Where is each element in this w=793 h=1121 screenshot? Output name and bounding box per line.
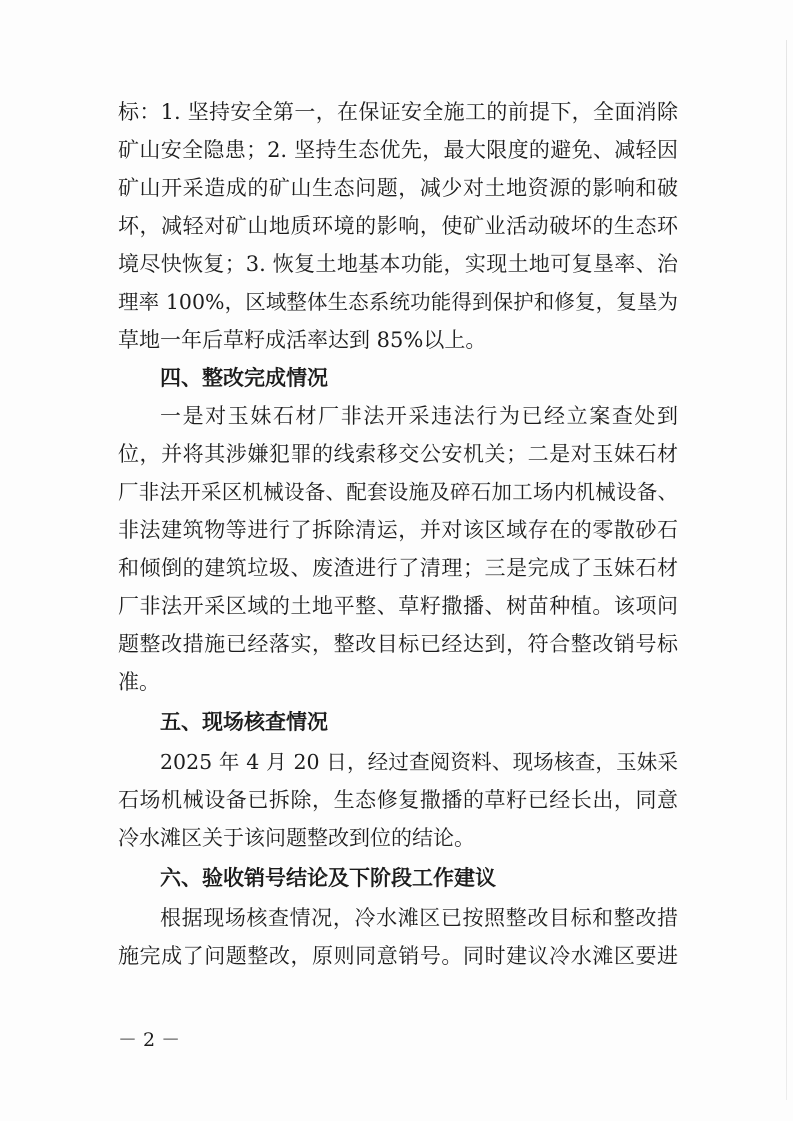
body-text-line: 石场机械设备已拆除，生态修复撒播的草籽已经长出，同意 [118,788,678,812]
body-text-line: 非法建筑物等进行了拆除清运，并对该区域存在的零散砂石 [118,518,678,542]
body-text-line: 矿山开采造成的矿山生态问题，减少对土地资源的影响和破 [118,176,678,200]
body-text-line: 和倾倒的建筑垃圾、废渣进行了清理；三是完成了玉妹石材 [118,556,678,580]
body-text-line: 标：1. 坚持安全第一，在保证安全施工的前提下，全面消除 [118,100,678,124]
section-heading-5: 五、现场核查情况 [160,710,328,734]
section-heading-4: 四、整改完成情况 [160,366,328,390]
body-text-line: 厂非法开采区机械设备、配套设施及碎石加工场内机械设备、 [118,480,678,504]
body-text-line: 冷水滩区关于该问题整改到位的结论。 [118,826,475,850]
body-text-line: 厂非法开采区域的土地平整、草籽撒播、树苗种植。该项问 [118,594,678,618]
body-text-line: 坏，减轻对矿山地质环境的影响，使矿业活动破坏的生态环 [118,214,678,238]
body-text-line: 题整改措施已经落实，整改目标已经达到，符合整改销号标 [118,632,678,656]
body-text-line: 2025 年 4 月 20 日，经过查阅资料、现场核查，玉妹采 [160,750,678,774]
body-text-line: 准。 [118,670,160,694]
body-text-line: 境尽快恢复；3. 恢复土地基本功能，实现土地可复垦率、治 [118,252,678,276]
body-text-line: 草地一年后草籽成活率达到 85%以上。 [118,328,487,352]
body-text-line: 施完成了问题整改，原则同意销号。同时建议冷水滩区要进 [118,944,678,968]
body-text-line: 一是对玉妹石材厂非法开采违法行为已经立案查处到 [160,404,678,428]
section-heading-6: 六、验收销号结论及下阶段工作建议 [160,866,496,890]
page-number: － 2 － [118,1029,181,1051]
body-text-line: 理率 100%，区域整体生态系统功能得到保护和修复，复垦为 [118,290,678,314]
body-text-line: 位，并将其涉嫌犯罪的线索移交公安机关；二是对玉妹石材 [118,442,678,466]
body-text-line: 根据现场核查情况，冷水滩区已按照整改目标和整改措 [160,906,678,930]
scan-edge-line [786,40,787,1100]
body-text-line: 矿山安全隐患；2. 坚持生态优先，最大限度的避免、减轻因 [118,138,678,162]
